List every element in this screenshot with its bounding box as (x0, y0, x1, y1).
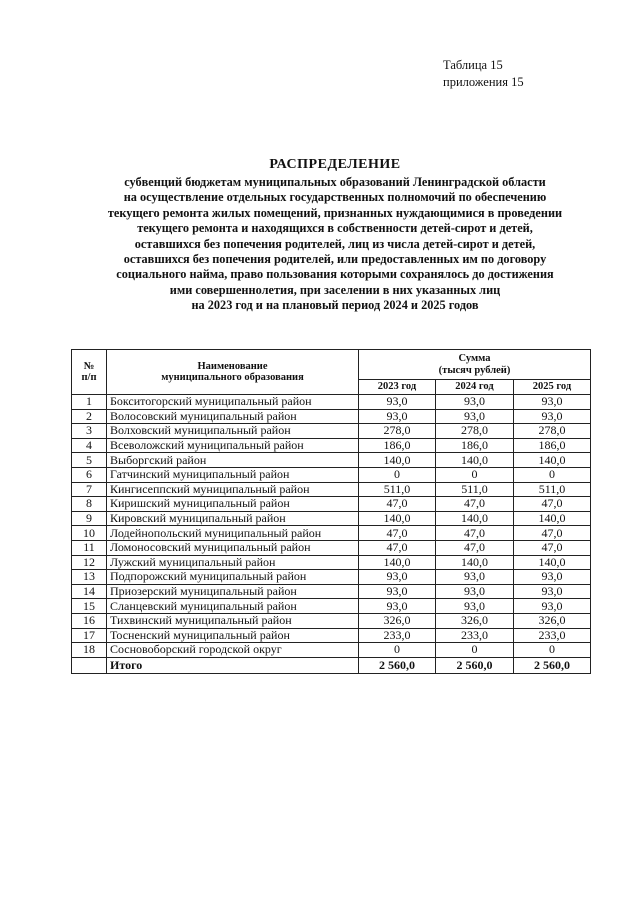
title-line-2: на осуществление отдельных государственных полномочий по обеспечению (123, 190, 547, 205)
amount-2025-cell: 140,0 (514, 511, 591, 526)
amount-2025-cell: 140,0 (514, 555, 591, 570)
municipality-name-cell: Приозерский муниципальный район (107, 584, 359, 599)
municipality-name-cell: Тосненский муниципальный район (107, 628, 359, 643)
table-row (72, 424, 591, 439)
table-row (72, 570, 591, 585)
total-number-cell (72, 657, 107, 673)
amount-2024-cell: 278,0 (436, 424, 514, 439)
municipality-name-cell: Лодейнопольский муниципальный район (107, 526, 359, 541)
row-number-cell: 2 (72, 409, 107, 424)
amount-2024-cell: 140,0 (436, 453, 514, 468)
title-line-5: оставшихся без попечения родителей, лиц из числа детей-сирот и детей, (134, 236, 536, 251)
amount-2025-cell: 93,0 (514, 395, 591, 410)
municipality-name-cell: Сланцевский муниципальный район (107, 599, 359, 614)
municipality-name-cell: Кировский муниципальный район (107, 511, 359, 526)
municipality-name-cell: Киришский муниципальный район (107, 497, 359, 512)
municipality-name-cell: Волховский муниципальный район (107, 424, 359, 439)
total-row (72, 657, 591, 673)
amount-2025-cell: 233,0 (514, 628, 591, 643)
header-number-line2: п/п (81, 372, 97, 383)
table-row (72, 409, 591, 424)
amount-2023-cell: 140,0 (359, 511, 436, 526)
amount-2024-cell: 233,0 (436, 628, 514, 643)
amount-2023-cell: 47,0 (359, 497, 436, 512)
table-row (72, 511, 591, 526)
amount-2025-cell: 326,0 (514, 613, 591, 628)
amount-2023-cell: 0 (359, 467, 436, 482)
table-row (72, 438, 591, 453)
title-line-8: ими совершеннолетия, при заселении в них указанных лиц (169, 282, 501, 297)
table-row (72, 540, 591, 555)
title-line-7: социального найма, право пользования которыми сохранялось до достижения (116, 267, 554, 282)
distribution-table (71, 349, 591, 674)
amount-2024-cell: 0 (436, 643, 514, 658)
municipality-name-cell: Всеволожский муниципальный район (107, 438, 359, 453)
amount-2025-cell: 511,0 (514, 482, 591, 497)
amount-2024-cell: 186,0 (436, 438, 514, 453)
table-row (72, 613, 591, 628)
row-number-cell: 3 (72, 424, 107, 439)
amount-2023-cell: 140,0 (359, 453, 436, 468)
amount-2025-cell: 47,0 (514, 497, 591, 512)
header-name-line2: муниципального образования (161, 372, 304, 383)
amount-2023-cell: 511,0 (359, 482, 436, 497)
header-number-line1: № (83, 360, 95, 372)
amount-2024-cell: 140,0 (436, 511, 514, 526)
title-line-1: субвенций бюджетам муниципальных образований Ленинградской области (124, 175, 546, 189)
amount-2024-cell: 0 (436, 467, 514, 482)
row-number-cell: 9 (72, 511, 107, 526)
municipality-name-cell: Сосновоборский городской округ (107, 643, 359, 658)
row-number-cell: 12 (72, 555, 107, 570)
table-row (72, 395, 591, 410)
row-number-cell: 16 (72, 613, 107, 628)
header-year-2024: 2024 год (436, 380, 514, 395)
table-row (72, 526, 591, 541)
row-number-cell: 5 (72, 453, 107, 468)
title-line-9: на 2023 год и на плановый период 2024 и 2025 годов (191, 298, 479, 313)
table-row (72, 643, 591, 658)
total-2024-cell: 2 560,0 (436, 657, 514, 673)
amount-2024-cell: 47,0 (436, 526, 514, 541)
row-number-cell: 7 (72, 482, 107, 497)
table-row (72, 599, 591, 614)
amount-2024-cell: 93,0 (436, 570, 514, 585)
amount-2024-cell: 511,0 (436, 482, 514, 497)
row-number-cell: 14 (72, 584, 107, 599)
municipality-name-cell: Тихвинский муниципальный район (107, 613, 359, 628)
amount-2025-cell: 93,0 (514, 584, 591, 599)
amount-2023-cell: 93,0 (359, 599, 436, 614)
header-year-2025: 2025 год (514, 380, 591, 395)
amount-2023-cell: 0 (359, 643, 436, 658)
amount-2024-cell: 47,0 (436, 497, 514, 512)
municipality-name-cell: Ломоносовский муниципальный район (107, 540, 359, 555)
title-line-3: текущего ремонта жилых помещений, признанных нуждающимися в проведении (107, 205, 563, 220)
amount-2025-cell: 0 (514, 643, 591, 658)
amount-2025-cell: 140,0 (514, 453, 591, 468)
municipality-name-cell: Подпорожский муниципальный район (107, 570, 359, 585)
amount-2023-cell: 326,0 (359, 613, 436, 628)
amount-2024-cell: 326,0 (436, 613, 514, 628)
table-row (72, 453, 591, 468)
title-heading: РАСПРЕДЕЛЕНИЕ (269, 157, 401, 172)
header-sum-line2: (тысяч рублей) (438, 364, 511, 376)
table-row (72, 482, 591, 497)
amount-2025-cell: 93,0 (514, 599, 591, 614)
amount-2023-cell: 93,0 (359, 584, 436, 599)
amount-2023-cell: 186,0 (359, 438, 436, 453)
amount-2025-cell: 186,0 (514, 438, 591, 453)
municipality-name-cell: Бокситогорский муниципальный район (107, 395, 359, 410)
total-2023-cell: 2 560,0 (359, 657, 436, 673)
amount-2024-cell: 93,0 (436, 599, 514, 614)
amount-2025-cell: 93,0 (514, 570, 591, 585)
header-name (107, 350, 359, 395)
amount-2023-cell: 233,0 (359, 628, 436, 643)
amount-2023-cell: 93,0 (359, 570, 436, 585)
title-line-4: текущего ремонта и находящихся в собственности детей-сирот и детей, (137, 221, 533, 236)
amount-2024-cell: 140,0 (436, 555, 514, 570)
document-title (40, 156, 630, 314)
table-row (72, 584, 591, 599)
header-name-line1: Наименование (197, 360, 268, 372)
amount-2025-cell: 47,0 (514, 540, 591, 555)
row-number-cell: 1 (72, 395, 107, 410)
header-number (72, 350, 107, 395)
reference-table-number: Таблица 15 (443, 58, 503, 72)
amount-2024-cell: 93,0 (436, 395, 514, 410)
table-row (72, 628, 591, 643)
amount-2024-cell: 47,0 (436, 540, 514, 555)
table-row (72, 497, 591, 512)
header-sum-line1: Сумма (458, 353, 491, 364)
municipality-name-cell: Лужский муниципальный район (107, 555, 359, 570)
amount-2023-cell: 140,0 (359, 555, 436, 570)
amount-2023-cell: 93,0 (359, 395, 436, 410)
amount-2025-cell: 93,0 (514, 409, 591, 424)
total-label-cell: Итого (107, 657, 359, 673)
amount-2025-cell: 278,0 (514, 424, 591, 439)
amount-2023-cell: 278,0 (359, 424, 436, 439)
row-number-cell: 17 (72, 628, 107, 643)
table-row (72, 555, 591, 570)
municipality-name-cell: Волосовский муниципальный район (107, 409, 359, 424)
amount-2024-cell: 93,0 (436, 584, 514, 599)
header-sum (359, 350, 591, 380)
amount-2023-cell: 93,0 (359, 409, 436, 424)
row-number-cell: 8 (72, 497, 107, 512)
row-number-cell: 6 (72, 467, 107, 482)
title-line-6: оставшихся без попечения родителей, или предоставленных им по договору (123, 252, 547, 267)
header-year-2023: 2023 год (359, 380, 436, 395)
table-reference (443, 57, 524, 91)
row-number-cell: 15 (72, 599, 107, 614)
amount-2025-cell: 0 (514, 467, 591, 482)
amount-2023-cell: 47,0 (359, 540, 436, 555)
amount-2025-cell: 47,0 (514, 526, 591, 541)
municipality-name-cell: Гатчинский муниципальный район (107, 467, 359, 482)
row-number-cell: 18 (72, 643, 107, 658)
row-number-cell: 13 (72, 570, 107, 585)
amount-2024-cell: 93,0 (436, 409, 514, 424)
reference-appendix-number: приложения 15 (443, 75, 524, 89)
table-row (72, 467, 591, 482)
total-2025-cell: 2 560,0 (514, 657, 591, 673)
row-number-cell: 4 (72, 438, 107, 453)
municipality-name-cell: Выборгский район (107, 453, 359, 468)
amount-2023-cell: 47,0 (359, 526, 436, 541)
row-number-cell: 11 (72, 540, 107, 555)
municipality-name-cell: Кингисеппский муниципальный район (107, 482, 359, 497)
row-number-cell: 10 (72, 526, 107, 541)
